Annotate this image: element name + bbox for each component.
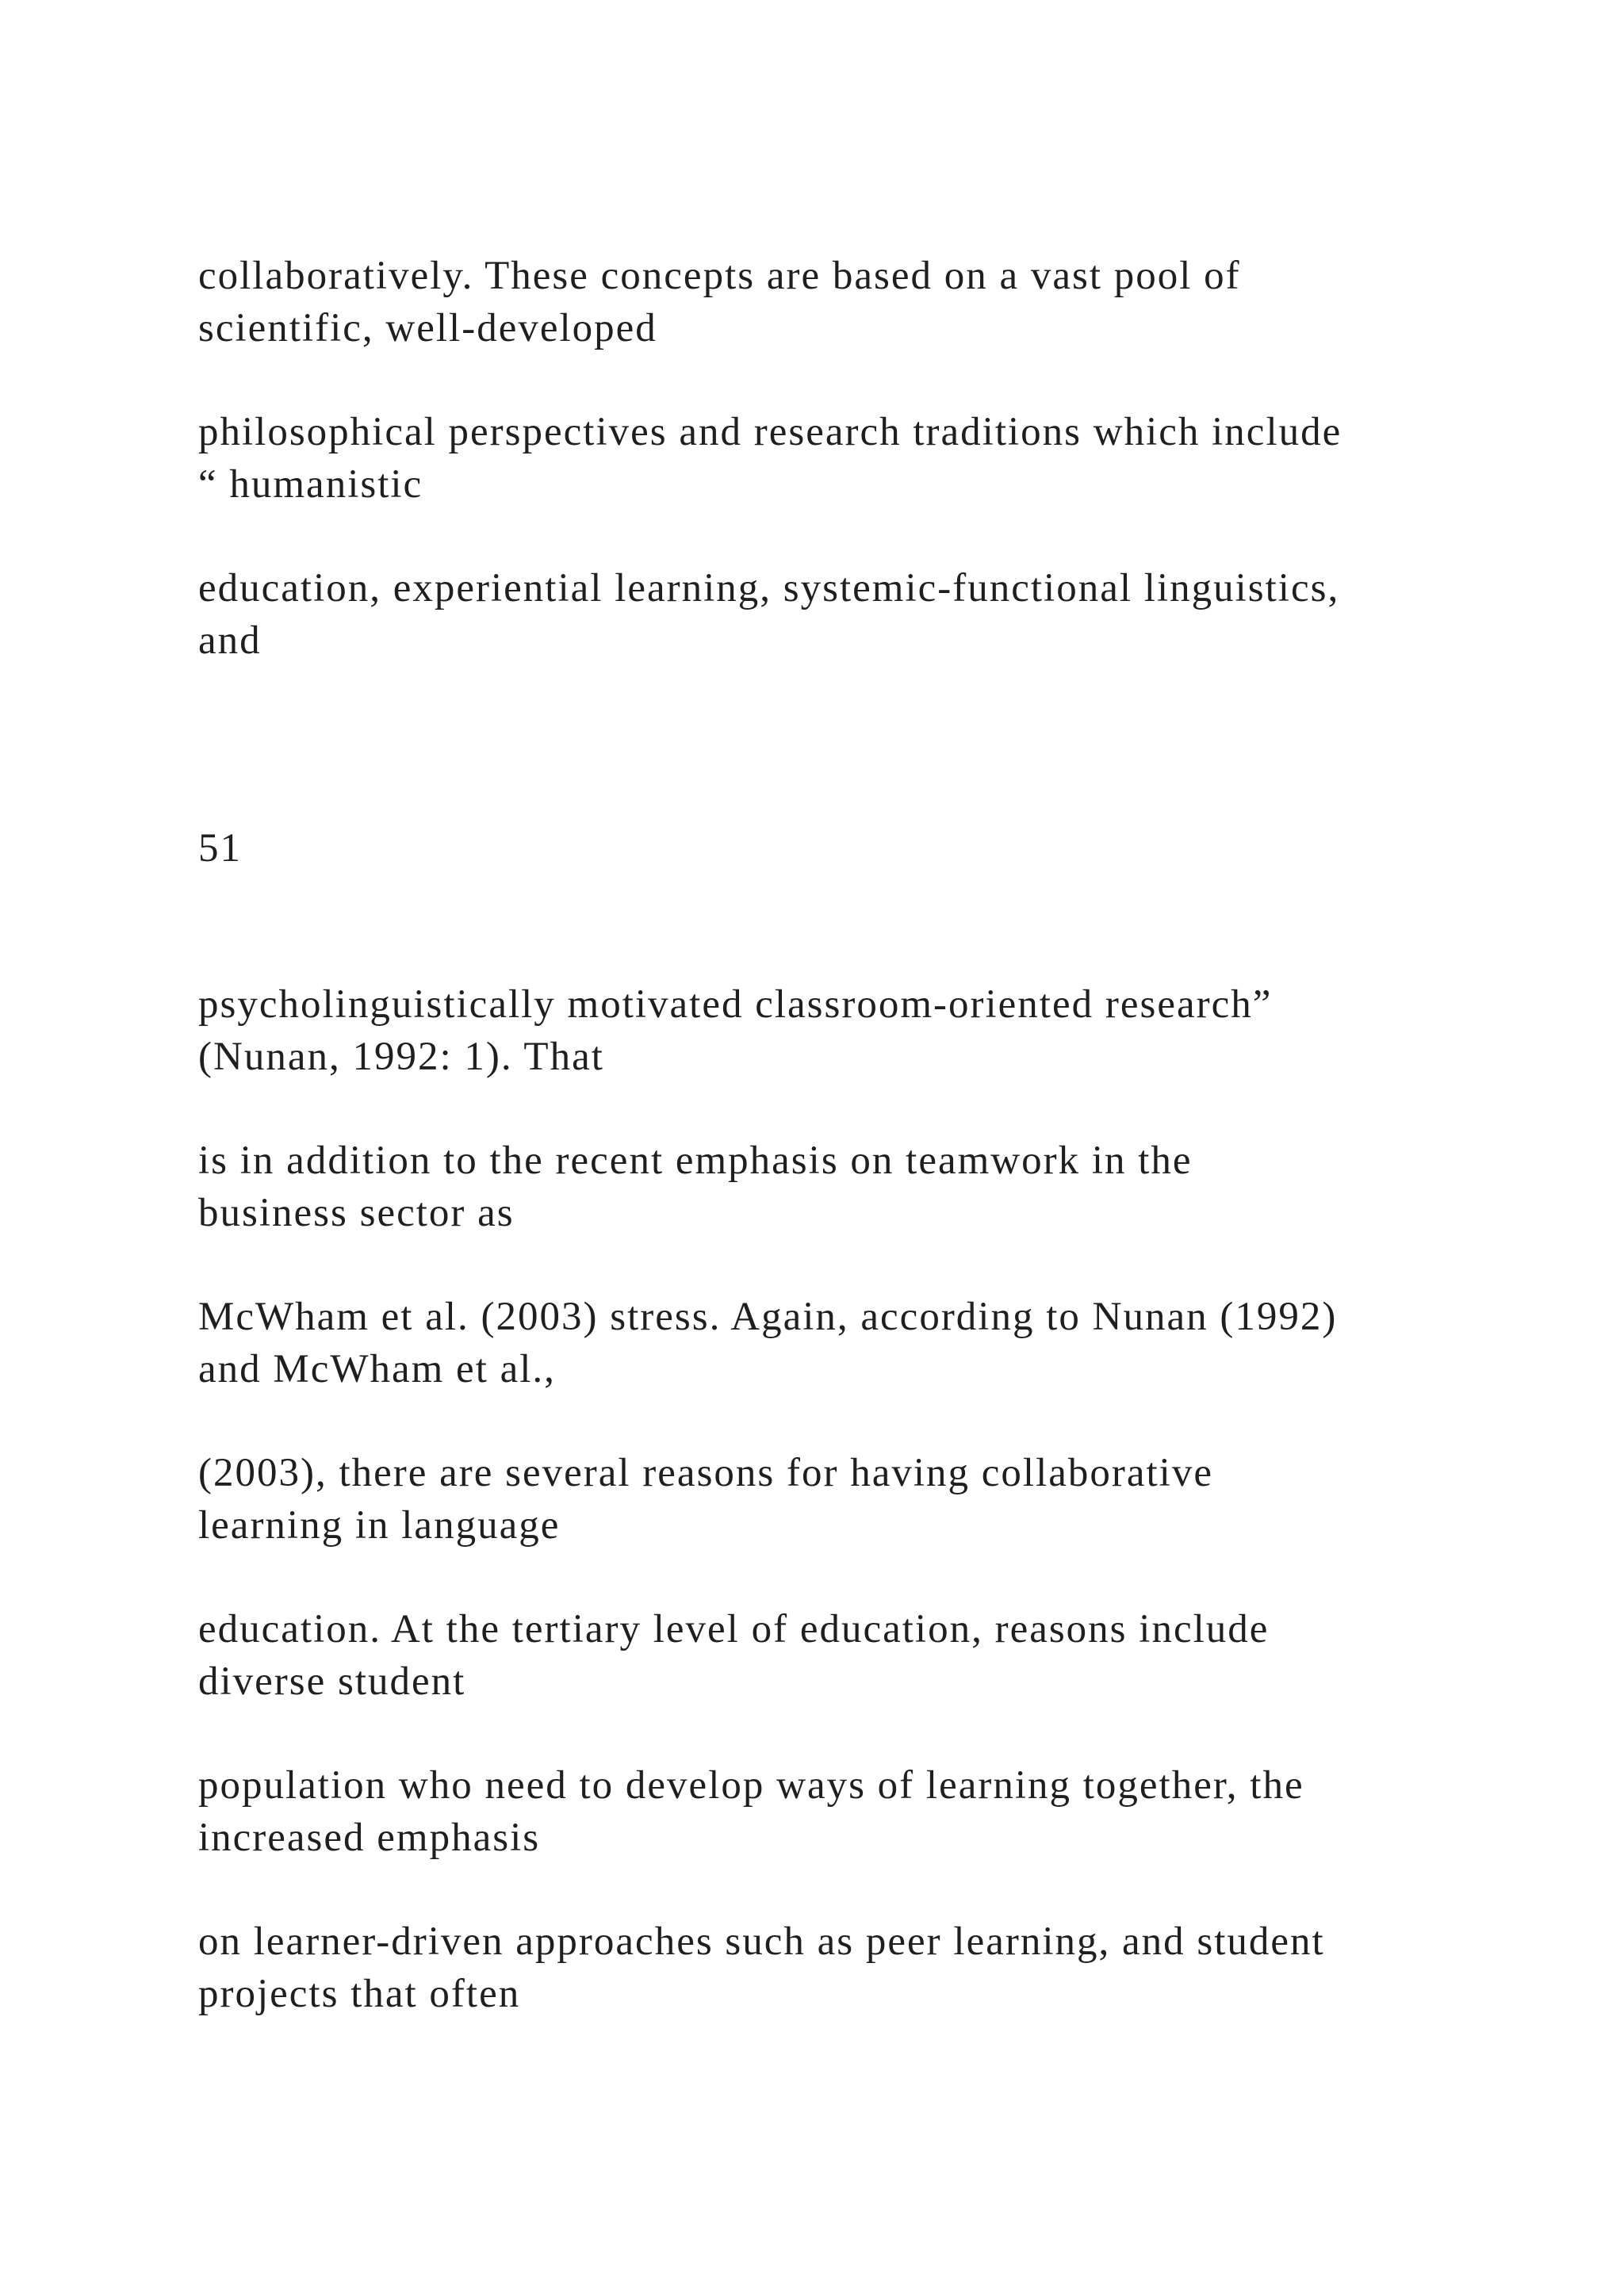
text-line: education. At the tertiary level of education, reasons include	[198, 1607, 1270, 1651]
text-line: population who need to develop ways of learning together, the	[198, 1763, 1304, 1808]
page-number: 51	[198, 826, 242, 871]
text-line: psycholinguistically motivated classroom-oriented research”	[198, 982, 1273, 1027]
text-line: on learner-driven approaches such as peer learning, and student	[198, 1919, 1325, 1964]
text-line: collaboratively. These concepts are based on a vast pool of	[198, 254, 1241, 298]
text-line: diverse student	[198, 1659, 466, 1704]
text-line: (Nunan, 1992: 1). That	[198, 1035, 604, 1079]
text-line: education, experiential learning, systemic-functional linguistics,	[198, 566, 1340, 610]
text-line: scientific, well-developed	[198, 306, 657, 350]
text-line: McWham et al. (2003) stress. Again, according to Nunan (1992)	[198, 1295, 1338, 1339]
text-line: philosophical perspectives and research traditions which include	[198, 410, 1342, 454]
text-line: and	[198, 618, 262, 663]
text-line: increased emphasis	[198, 1816, 541, 1860]
text-line: projects that often	[198, 1972, 521, 2016]
text-line: and McWham et al.,	[198, 1347, 556, 1391]
text-line: “ humanistic	[198, 462, 423, 507]
text-line: business sector as	[198, 1191, 515, 1235]
text-line: is in addition to the recent emphasis on teamwork in the	[198, 1138, 1193, 1183]
text-line: (2003), there are several reasons for having collaborative	[198, 1451, 1213, 1495]
text-line: learning in language	[198, 1503, 561, 1548]
